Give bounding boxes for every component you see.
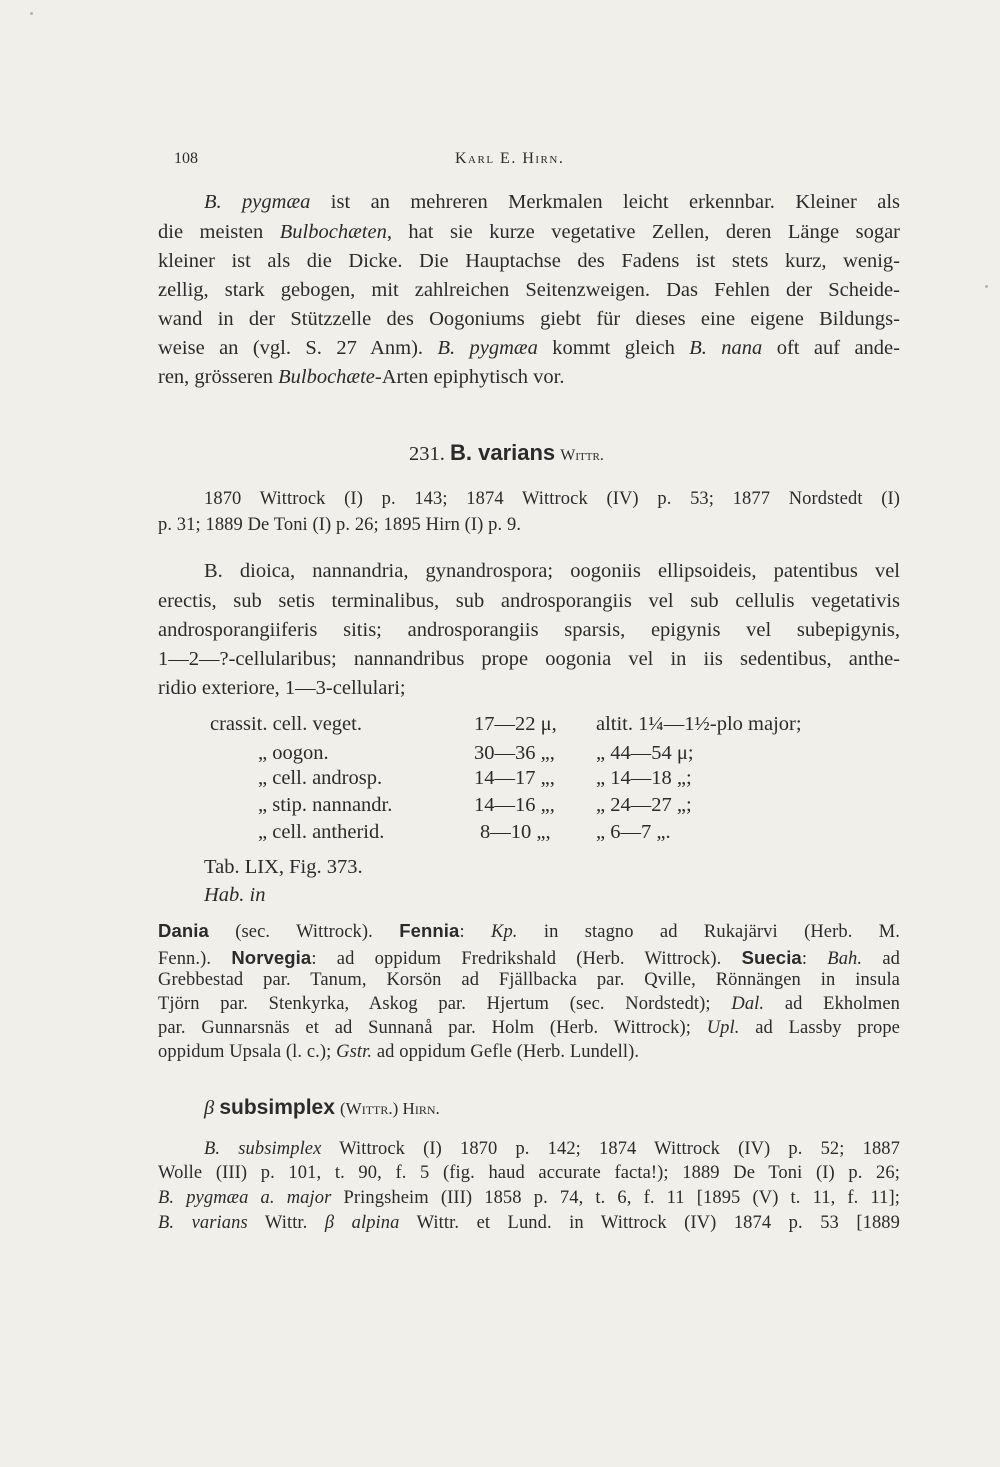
variety-citation-line-3: B. pygmæa a. major Pringsheim (III) 1858 p. 74, t. 6, f. 11 [1895 (V) t. 11, f. 11]; [158,1188,900,1208]
species-number: 231. [409,443,445,465]
diagnosis-line-4: 1—2—?-cellularibus; nannandribus prope oogonia vel in iis sedentibus, anthe- [158,648,900,670]
measurement-range: 14—16 „, [474,794,555,816]
measurement-comparison: „ 6—7 „. [596,821,671,843]
species-heading [409,440,604,466]
intro-line-7: ren, grösseren Bulbochæte-Arten epiphytisch vor. [158,366,565,388]
intro-line-1: B. pygmæa ist an mehreren Merkmalen leicht erkennbar. Kleiner als [204,191,900,213]
paper-speck [30,12,33,15]
habitat-line-1: Dania (sec. Wittrock). Fennia: Kp. in stagno ad Rukajärvi (Herb. M. [158,920,901,942]
measurement-range: 14—17 „, [474,767,555,789]
intro-line-5: wand in der Stützzelle des Oogoniums giebt für dieses eine eigene Bildungs- [158,308,900,330]
measurement-range: 30—36 „, [474,742,555,764]
variety-citation-line-2: Wolle (III) p. 101, t. 90, f. 5 (fig. haud accurate facta!); 1889 De Toni (I) p. 26; [158,1163,900,1183]
measurement-label: „ cell. androsp. [258,767,383,789]
page-number: 108 [174,150,198,167]
variety-citation-line-4: B. varians Wittr. β alpina Wittr. et Lund. in Wittrock (IV) 1874 p. 53 [1889 [158,1213,901,1233]
measurement-range: 17—22 μ, [474,713,557,735]
habitat-line-2: Fenn.). Norvegia: ad oppidum Fredrikshald (Herb. Wittrock). Suecia: Bah. ad [158,947,901,969]
intro-line-2: die meisten Bulbochæten, hat sie kurze vegetative Zellen, deren Länge sogar [158,221,900,243]
variety-name: subsimplex [219,1096,335,1119]
citation-line-2: p. 31; 1889 De Toni (I) p. 26; 1895 Hirn (I) p. 9. [158,515,522,535]
citation-line-1: 1870 Wittrock (I) p. 143; 1874 Wittrock (IV) p. 53; 1877 Nordstedt (I) [204,489,900,509]
intro-line-4: zellig, stark gebogen, mit zahlreichen Seitenzweigen. Das Fehlen der Scheide- [158,279,900,301]
intro-line-3: kleiner ist als die Dicke. Die Hauptachse des Fadens ist stets kurz, wenig- [158,250,900,272]
measurement-comparison: „ 24—27 „; [596,794,692,816]
variety-citation-line-1: B. subsimplex Wittrock (I) 1870 p. 142; 1874 Wittrock (IV) p. 52; 1887 [204,1139,900,1159]
habitat-line-6: oppidum Upsala (l. c.); Gstr. ad oppidum Gefle (Herb. Lundell). [158,1042,640,1062]
habitat-line-3: Grebbestad par. Tanum, Korsön ad Fjällbacka par. Qville, Rönnängen in insula [158,970,900,990]
habitat-label: Hab. in [204,884,266,906]
measurement-label: „ stip. nannandr. [258,794,393,816]
variety-symbol: β [204,1097,215,1119]
diagnosis-line-1: B. dioica, nannandria, gynandrospora; oogoniis ellipsoideis, patentibus vel [204,560,900,582]
species-author: Wittr. [560,447,604,464]
habitat-line-5: par. Gunnarsnäs et ad Sunnanå par. Holm (Herb. Wittrock); Upl. ad Lassby prope [158,1018,900,1038]
measurement-label: „ oogon. [258,742,329,764]
diagnosis-line-5: ridio exteriore, 1—3-cellulari; [158,677,406,699]
species-name: B. varians [450,440,556,465]
measurement-label: „ cell. antherid. [258,821,385,843]
diagnosis-line-2: erectis, sub setis terminalibus, sub androsporangiis vel sub cellulis vegetativis [158,590,900,612]
habitat-line-4: Tjörn par. Stenkyrka, Askog par. Hjertum (sec. Nordstedt); Dal. ad Ekholmen [158,994,901,1014]
diagnosis-line-3: androsporangiiferis sitis; androsporangiis sparsis, epigynis vel subepigynis, [158,619,900,641]
variety-heading [204,1096,440,1120]
variety-author: (Wittr.) Hirn. [340,1099,440,1118]
running-title: Karl E. Hirn. [455,150,565,167]
plate-reference: Tab. LIX, Fig. 373. [204,856,363,878]
measurement-range: 8—10 „, [480,821,551,843]
measurement-comparison: altit. 1¼—1½-plo major; [596,713,802,735]
intro-line-6: weise an (vgl. S. 27 Anm). B. pygmæa kommt gleich B. nana oft auf ande- [158,337,900,359]
measurement-comparison: „ 44—54 μ; [596,742,694,764]
paper-speck [985,285,988,288]
measurement-comparison: „ 14—18 „; [596,767,692,789]
measurement-label: crassit. cell. veget. [210,713,362,735]
